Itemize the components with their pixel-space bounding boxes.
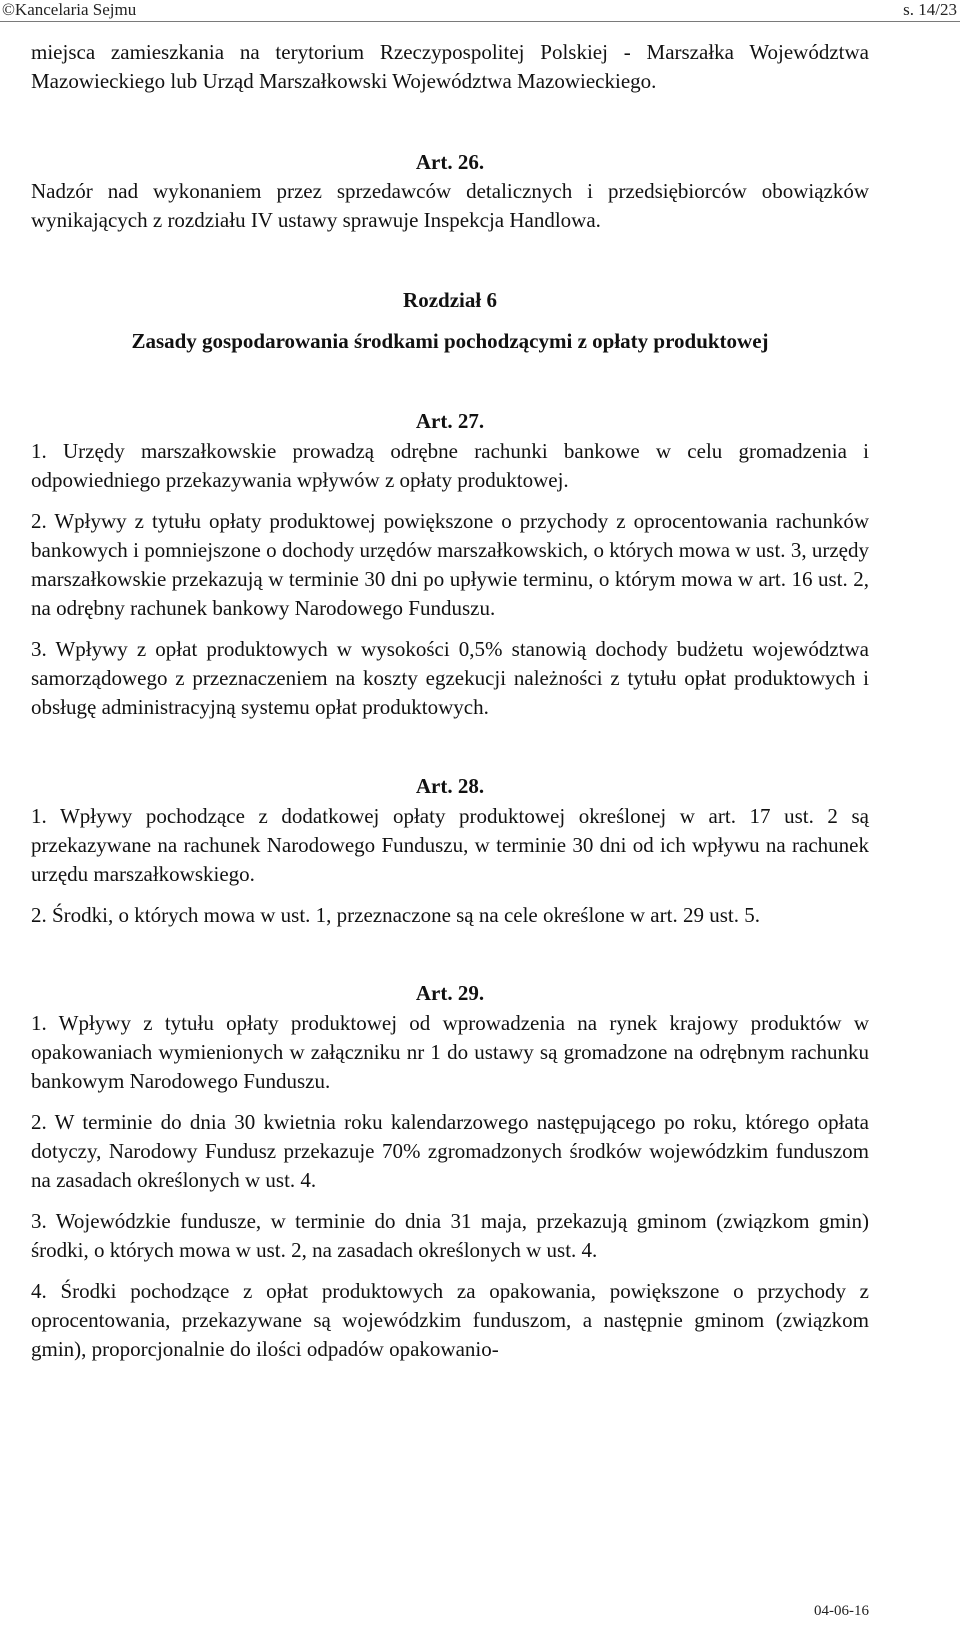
document-body: [31, 38, 869, 1364]
art27-item-2: 2. Wpływy z tytułu opłaty produktowej powiększone o przychody z oprocentowania rachunków bankowych i pomniejszone o dochody urzędów marszałkowskich, o których mowa w ust. 3, urzędy marszałkowskie przekazują w terminie 30 dni po upływie terminu, o którym mowa w art. 16 ust. 2, na odrębny rachunek bankowy Narodowego Funduszu.: [31, 509, 869, 620]
art29-title: Art. 29.: [415, 981, 485, 1005]
art29-item-2: 2. W terminie do dnia 30 kwietnia roku kalendarzowego następującego po roku, którego opłata dotyczy, Narodowy Fundusz przekazuje 70% zgromadzonych środków wojewódzkim funduszom na zasadach określonych w ust. 4.: [31, 1110, 869, 1192]
art28-item-2: 2. Środki, o których mowa w ust. 1, przeznaczone są na cele określone w art. 29 ust. 5.: [31, 903, 760, 927]
art28-title: Art. 28.: [415, 774, 485, 798]
art29-item-1: 1. Wpływy z tytułu opłaty produktowej od wprowadzenia na rynek krajowy produktów w opakowaniach wymienionych w załączniku nr 1 do ustawy są gromadzone na odrębnym rachunku bankowym Narodowego Funduszu.: [31, 1011, 869, 1093]
art26-text: Nadzór nad wykonaniem przez sprzedawców detalicznych i przedsiębiorców obowiązków wynikających z rozdziału IV ustawy sprawuje Inspekcja Handlowa.: [31, 179, 869, 232]
art29-item-3: 3. Wojewódzkie fundusze, w terminie do dnia 31 maja, przekazują gminom (związkom gmin) środki, o których mowa w ust. 2, na zasadach określonych w ust. 4.: [31, 1209, 869, 1262]
chapter-title: Zasady gospodarowania środkami pochodzącymi z opłaty produktowej: [131, 329, 769, 353]
art29-item-4: 4. Środki pochodzące z opłat produktowych za opakowania, powiększone o przychody z oprocentowania, przekazywane są wojewódzkim funduszom, a następnie gminom (związkom gmin), proporcjonalnie do ilości odpadów opakowanio-: [31, 1279, 869, 1361]
header-copyright: ©Kancelaria Sejmu: [2, 0, 137, 19]
header-divider: [0, 21, 960, 22]
art28-item-1: 1. Wpływy pochodzące z dodatkowej opłaty produktowej określonej w art. 17 ust. 2 są przekazywane na rachunek Narodowego Funduszu, w terminie 30 dni od ich wpływu na rachunek urzędu marszałkowskiego.: [31, 804, 869, 886]
header-page-number: s. 14/23: [903, 0, 957, 19]
art27-item-3: 3. Wpływy z opłat produktowych w wysokości 0,5% stanowią dochody budżetu województwa samorządowego z przeznaczeniem na koszty egzekucji należności z tytułu opłat produktowych i obsługę administracyjną systemu opłat produktowych.: [31, 637, 869, 719]
page-header: [0, 0, 960, 20]
intro-paragraph: miejsca zamieszkania na terytorium Rzeczypospolitej Polskiej - Marszałka Województwa Mazowieckiego lub Urząd Marszałkowski Województwa Mazowieckiego.: [31, 40, 869, 93]
chapter-number: Rozdział 6: [403, 288, 497, 312]
art27-item-1: 1. Urzędy marszałkowskie prowadzą odrębne rachunki bankowe w celu gromadzenia i odpowiedniego przekazywania wpływów z opłaty produktowej.: [31, 439, 869, 492]
art26-title: Art. 26.: [415, 150, 485, 174]
footer-date: 04-06-16: [814, 1603, 869, 1619]
art27-title: Art. 27.: [415, 409, 485, 433]
